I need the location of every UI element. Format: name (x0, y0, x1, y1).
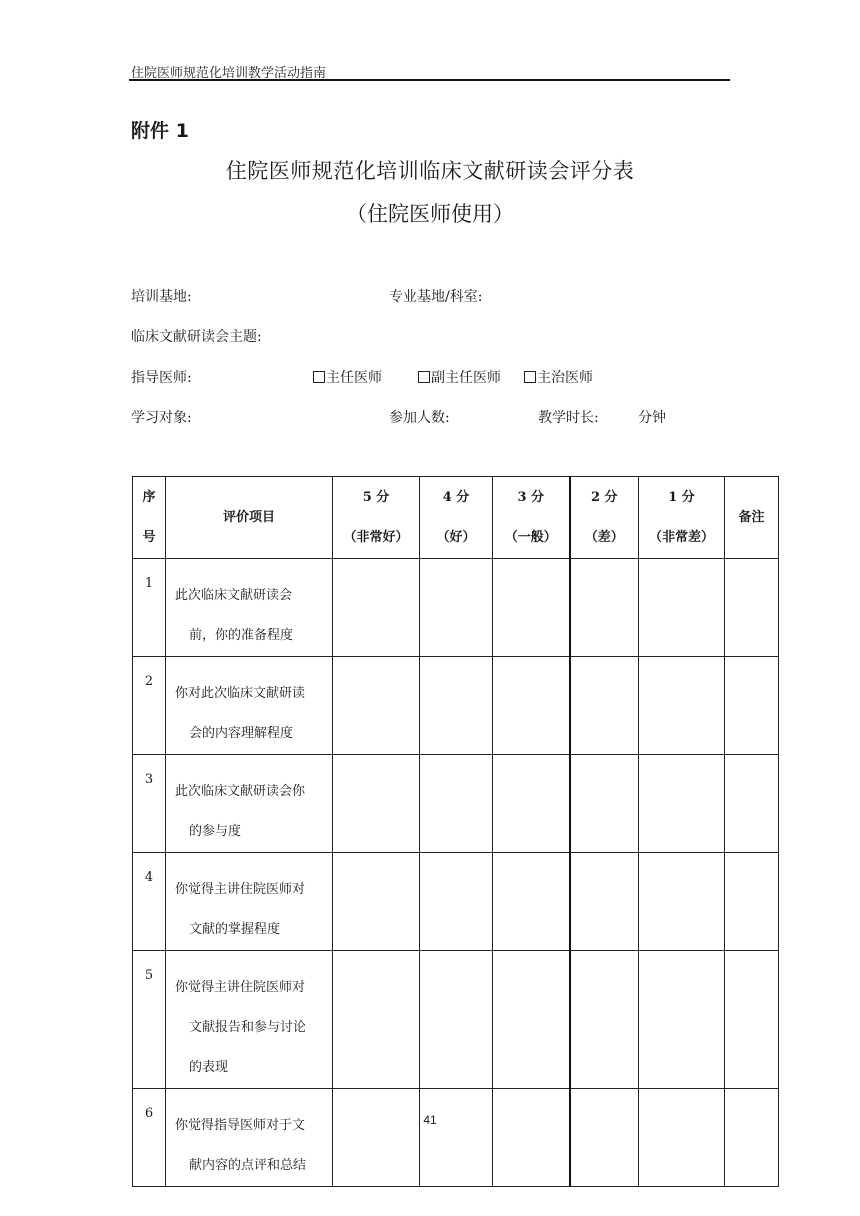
checkbox-box-icon (313, 371, 325, 383)
score-cell-5[interactable] (333, 755, 420, 853)
score-cell-1[interactable] (639, 1089, 725, 1187)
supervisor-field: 指导医师: (131, 370, 192, 386)
row-number: 1 (133, 559, 166, 657)
score-points: 2 分 (590, 489, 618, 505)
checkbox-label: 主任医师 (326, 370, 382, 386)
topic-field: 临床文献研读会主题: (131, 329, 262, 345)
header-score-1 (639, 477, 725, 559)
remarks-cell[interactable] (725, 657, 779, 755)
specialty-base-field: 专业基地/科室: (389, 289, 483, 305)
table-header-row (133, 477, 779, 559)
score-cell-5[interactable] (333, 951, 420, 1089)
score-cell-1[interactable] (639, 853, 725, 951)
score-cell-2[interactable] (570, 657, 639, 755)
score-cell-2[interactable] (570, 755, 639, 853)
row-item-line: 你对此次临床文献研读 (175, 686, 306, 701)
checkbox-box-icon (418, 371, 430, 383)
header-score-3 (493, 477, 570, 559)
score-label: （一般） (504, 529, 557, 545)
row-number: 4 (133, 853, 166, 951)
table-row (133, 853, 779, 951)
teaching-time-field: 教学时长: (538, 410, 599, 426)
header-index-bottom: 号 (142, 529, 156, 545)
table-row (133, 559, 779, 657)
row-number: 6 (133, 1089, 166, 1187)
row-item-line: 此次临床文献研读会 (175, 588, 293, 603)
row-item-line: 你觉得指导医师对于文 (175, 1118, 306, 1133)
row-number: 5 (133, 951, 166, 1089)
score-cell-3[interactable] (493, 951, 570, 1089)
participants-field: 参加人数: (389, 410, 450, 426)
checkbox-associate-chief-physician[interactable] (418, 367, 501, 387)
score-cell-2[interactable] (570, 1089, 639, 1187)
remarks-cell[interactable] (725, 951, 779, 1089)
score-cell-1[interactable] (639, 559, 725, 657)
table-row (133, 1089, 779, 1187)
row-item-line: 你觉得主讲住院医师对 (175, 882, 306, 897)
header-rule (129, 79, 730, 81)
page-title: 住院医师规范化培训临床文献研读会评分表 (225, 159, 635, 183)
score-points: 1 分 (668, 489, 695, 505)
row-item-line: 献内容的点评和总结 (189, 1158, 307, 1173)
table-row (133, 657, 779, 755)
row-item (166, 1089, 333, 1187)
training-base-field: 培训基地: (131, 289, 192, 305)
evaluation-table (132, 476, 779, 1187)
row-item (166, 853, 333, 951)
row-item (166, 559, 333, 657)
score-cell-3[interactable] (493, 657, 570, 755)
score-cell-3[interactable] (493, 853, 570, 951)
row-item-line: 的参与度 (189, 824, 242, 839)
row-item (166, 657, 333, 755)
row-item-line: 此次临床文献研读会你 (175, 784, 306, 799)
attachment-label: 附件 1 (131, 120, 189, 142)
score-cell-4[interactable] (420, 657, 493, 755)
score-cell-5[interactable] (333, 853, 420, 951)
row-item-line: 文献报告和参与讨论 (189, 1020, 307, 1035)
checkbox-box-icon (524, 371, 536, 383)
score-cell-1[interactable] (639, 657, 725, 755)
row-item-line: 前，你的准备程度 (189, 628, 294, 643)
row-number: 2 (133, 657, 166, 755)
score-cell-1[interactable] (639, 951, 725, 1089)
row-item-line: 你觉得主讲住院医师对 (175, 980, 306, 995)
score-points: 4 分 (442, 489, 470, 505)
score-label: （好） (436, 529, 476, 545)
score-cell-5[interactable] (333, 559, 420, 657)
score-points: 3 分 (517, 489, 545, 505)
score-cell-5[interactable] (333, 1089, 420, 1187)
table-row (133, 755, 779, 853)
row-item (166, 755, 333, 853)
checkbox-label: 主治医师 (537, 370, 593, 386)
checkbox-attending-physician[interactable] (524, 367, 593, 387)
table-row (133, 951, 779, 1089)
header-item: 评价项目 (166, 477, 333, 559)
score-label: （非常好） (343, 529, 409, 545)
score-cell-4[interactable] (420, 853, 493, 951)
checkbox-label: 副主任医师 (431, 370, 501, 386)
minutes-unit: 分钟 (638, 410, 666, 426)
score-label: （非常差） (648, 529, 714, 545)
row-item (166, 951, 333, 1089)
remarks-cell[interactable] (725, 755, 779, 853)
audience-field: 学习对象: (131, 410, 192, 426)
row-item-line: 文献的掌握程度 (189, 922, 281, 937)
score-cell-5[interactable] (333, 657, 420, 755)
score-points: 5 分 (362, 489, 390, 505)
header-score-2 (570, 477, 639, 559)
score-cell-4[interactable] (420, 559, 493, 657)
score-cell-1[interactable] (639, 755, 725, 853)
running-header: 住院医师规范化培训教学活动指南 (131, 66, 327, 81)
score-label: （差） (584, 529, 624, 545)
row-item-line: 会的内容理解程度 (189, 726, 294, 741)
score-cell-2[interactable] (570, 951, 639, 1089)
header-index (133, 477, 166, 559)
header-index-top: 序 (142, 489, 156, 505)
score-cell-4[interactable] (420, 755, 493, 853)
remarks-cell[interactable] (725, 1089, 779, 1187)
remarks-cell[interactable] (725, 559, 779, 657)
score-cell-2[interactable] (570, 559, 639, 657)
row-item-line: 的表现 (189, 1060, 229, 1075)
header-remarks: 备注 (725, 477, 779, 559)
score-cell-3[interactable] (493, 755, 570, 853)
checkbox-chief-physician[interactable] (313, 367, 382, 387)
page-subtitle: （住院医师使用） (346, 202, 514, 226)
score-cell-3[interactable] (493, 1089, 570, 1187)
score-cell-4[interactable] (420, 951, 493, 1089)
header-score-5 (333, 477, 420, 559)
header-score-4 (420, 477, 493, 559)
score-cell-3[interactable] (493, 559, 570, 657)
score-cell-4[interactable] (420, 1089, 493, 1187)
remarks-cell[interactable] (725, 853, 779, 951)
page-number: 41 (423, 1113, 437, 1127)
row-number: 3 (133, 755, 166, 853)
score-cell-2[interactable] (570, 853, 639, 951)
